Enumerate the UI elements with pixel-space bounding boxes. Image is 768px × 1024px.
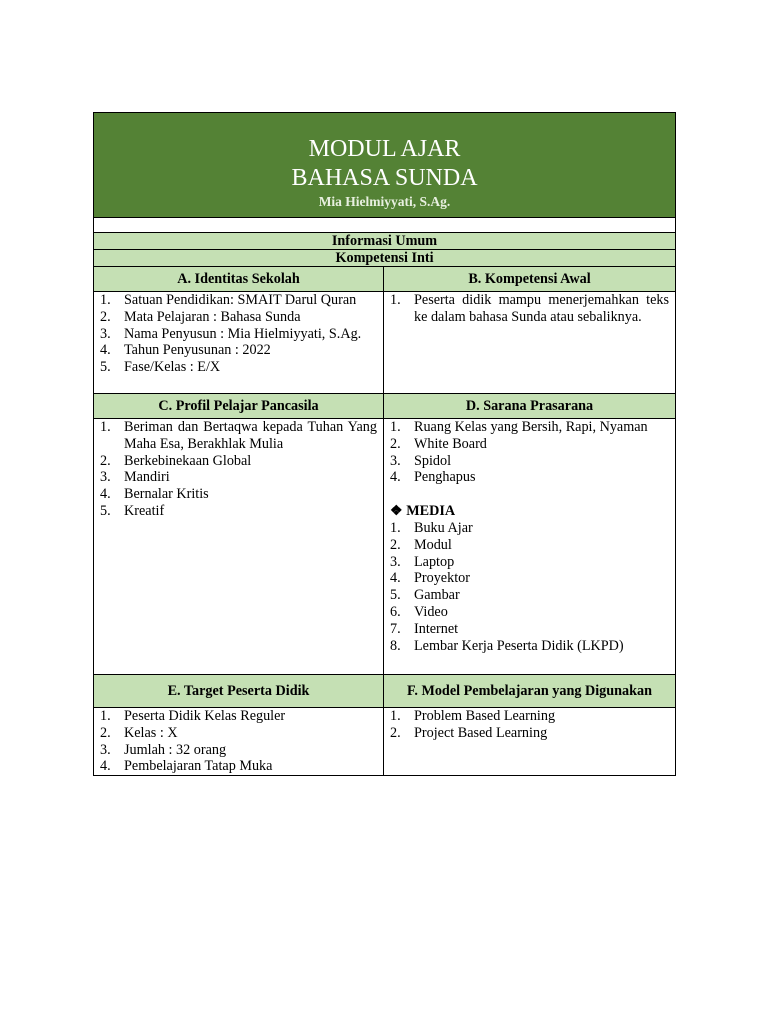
item-number: 1. bbox=[390, 708, 401, 724]
informasi-umum-header: Informasi Umum bbox=[94, 233, 676, 250]
item-text: Proyektor bbox=[414, 570, 470, 587]
author-name: Mia Hielmiyyati, S.Ag. bbox=[318, 194, 451, 209]
item-number: 2. bbox=[100, 452, 111, 469]
item-text: Mandiri bbox=[124, 469, 170, 486]
list-item bbox=[100, 469, 377, 486]
item-text: Mata Pelajaran : Bahasa Sunda bbox=[124, 308, 301, 325]
kompetensi-inti-header: Kompetensi Inti bbox=[94, 250, 676, 267]
list-item bbox=[100, 309, 377, 326]
item-text: Penghapus bbox=[414, 469, 476, 486]
item-text: Laptop bbox=[414, 553, 455, 570]
item-text: Ruang Kelas yang Bersih, Rapi, Nyaman bbox=[414, 419, 648, 435]
item-number: 1. bbox=[390, 419, 401, 435]
item-number: 3. bbox=[100, 741, 111, 758]
item-number: 6. bbox=[390, 603, 401, 620]
item-text: Project Based Learning bbox=[414, 724, 548, 741]
item-text: Fase/Kelas : E/X bbox=[124, 359, 221, 376]
section-d-header: D. Sarana Prasarana bbox=[384, 394, 676, 419]
item-number: 5. bbox=[390, 587, 401, 604]
item-number: 1. bbox=[390, 519, 401, 536]
list-item bbox=[100, 419, 377, 453]
profil-pancasila-list bbox=[100, 419, 377, 520]
item-text: Problem Based Learning bbox=[414, 708, 556, 724]
item-number: 7. bbox=[390, 620, 401, 637]
item-text: Bernalar Kritis bbox=[124, 486, 209, 503]
item-text: Spidol bbox=[414, 452, 452, 469]
list-item bbox=[390, 469, 669, 486]
spacer-row bbox=[94, 218, 676, 233]
list-item bbox=[390, 725, 669, 742]
item-text: Beriman dan Bertaqwa kepada Tuhan Yang Maha Esa, Berakhlak Mulia bbox=[124, 419, 377, 452]
section-a-body bbox=[94, 292, 384, 394]
list-item bbox=[390, 419, 669, 436]
item-number: 2. bbox=[390, 435, 401, 452]
item-number: 8. bbox=[390, 637, 401, 654]
item-number: 5. bbox=[100, 502, 111, 519]
title-banner bbox=[94, 113, 676, 218]
item-number: 5. bbox=[100, 359, 111, 376]
list-item bbox=[100, 708, 377, 725]
identitas-list bbox=[100, 292, 377, 376]
list-item bbox=[390, 621, 669, 638]
sarana-list bbox=[390, 419, 669, 486]
list-item bbox=[100, 742, 377, 759]
item-text: Satuan Pendidikan: SMAIT Darul Quran bbox=[124, 292, 357, 308]
item-number: 2. bbox=[390, 724, 401, 741]
item-text: Video bbox=[414, 603, 448, 620]
model-list bbox=[390, 708, 669, 742]
item-number: 4. bbox=[100, 486, 111, 503]
item-text: Buku Ajar bbox=[414, 519, 473, 536]
item-number: 4. bbox=[390, 469, 401, 486]
media-list bbox=[390, 520, 669, 654]
item-number: 1. bbox=[390, 292, 401, 308]
list-item bbox=[100, 342, 377, 359]
item-number: 1. bbox=[100, 292, 111, 308]
item-number: 3. bbox=[390, 452, 401, 469]
item-number: 2. bbox=[100, 308, 111, 325]
list-item bbox=[100, 453, 377, 470]
item-text: Modul bbox=[414, 536, 452, 553]
item-number: 1. bbox=[100, 419, 111, 435]
list-item bbox=[100, 758, 377, 775]
item-number: 3. bbox=[390, 553, 401, 570]
list-item bbox=[100, 359, 377, 376]
module-table bbox=[93, 112, 676, 776]
item-text: Peserta didik mampu menerjemahkan teks ke dalam bahasa Sunda atau sebaliknya. bbox=[414, 292, 670, 325]
list-item bbox=[100, 725, 377, 742]
item-text: White Board bbox=[414, 435, 487, 452]
module-title: MODUL AJAR bbox=[308, 136, 461, 162]
item-text: Nama Penyusun : Mia Hielmiyyati, S.Ag. bbox=[124, 325, 362, 342]
item-number: 2. bbox=[100, 724, 111, 741]
module-document bbox=[93, 112, 675, 776]
section-a-header: A. Identitas Sekolah bbox=[94, 267, 384, 292]
item-text: Jumlah : 32 orang bbox=[124, 741, 227, 758]
item-number: 1. bbox=[100, 708, 111, 724]
section-d-body bbox=[384, 419, 676, 675]
list-item bbox=[390, 436, 669, 453]
target-list bbox=[100, 708, 377, 775]
list-item bbox=[100, 503, 377, 520]
section-c-body bbox=[94, 419, 384, 675]
list-item bbox=[390, 537, 669, 554]
media-label: ❖ MEDIA bbox=[390, 503, 456, 520]
section-e-header: E. Target Peserta Didik bbox=[94, 675, 384, 708]
list-item bbox=[390, 453, 669, 470]
list-item bbox=[390, 638, 669, 655]
list-item bbox=[390, 570, 669, 587]
item-text: Berkebinekaan Global bbox=[124, 452, 252, 469]
kompetensi-awal-list bbox=[390, 292, 669, 326]
item-number: 3. bbox=[100, 325, 111, 342]
item-number: 3. bbox=[100, 469, 111, 486]
section-f-body bbox=[384, 708, 676, 776]
list-item bbox=[100, 486, 377, 503]
list-item bbox=[100, 292, 377, 309]
list-item bbox=[390, 604, 669, 621]
section-c-header: C. Profil Pelajar Pancasila bbox=[94, 394, 384, 419]
list-item bbox=[100, 326, 377, 343]
item-text: Pembelajaran Tatap Muka bbox=[124, 758, 273, 775]
item-number: 4. bbox=[390, 570, 401, 587]
subject-title: BAHASA SUNDA bbox=[291, 165, 478, 191]
list-item bbox=[390, 708, 669, 725]
item-number: 2. bbox=[390, 536, 401, 553]
item-number: 4. bbox=[100, 758, 111, 775]
list-item bbox=[390, 554, 669, 571]
list-item bbox=[390, 520, 669, 537]
item-number: 4. bbox=[100, 342, 111, 359]
item-text: Kelas : X bbox=[124, 724, 178, 741]
section-b-header: B. Kompetensi Awal bbox=[384, 267, 676, 292]
list-item bbox=[390, 292, 669, 326]
item-text: Tahun Penyusunan : 2022 bbox=[124, 342, 271, 359]
section-e-body bbox=[94, 708, 384, 776]
list-item bbox=[390, 587, 669, 604]
section-b-body bbox=[384, 292, 676, 394]
section-f-header: F. Model Pembelajaran yang Digunakan bbox=[384, 675, 676, 708]
item-text: Kreatif bbox=[124, 502, 165, 519]
item-text: Peserta Didik Kelas Reguler bbox=[124, 708, 286, 724]
item-text: Lembar Kerja Peserta Didik (LKPD) bbox=[414, 637, 624, 654]
item-text: Internet bbox=[414, 620, 459, 637]
item-text: Gambar bbox=[414, 587, 460, 604]
